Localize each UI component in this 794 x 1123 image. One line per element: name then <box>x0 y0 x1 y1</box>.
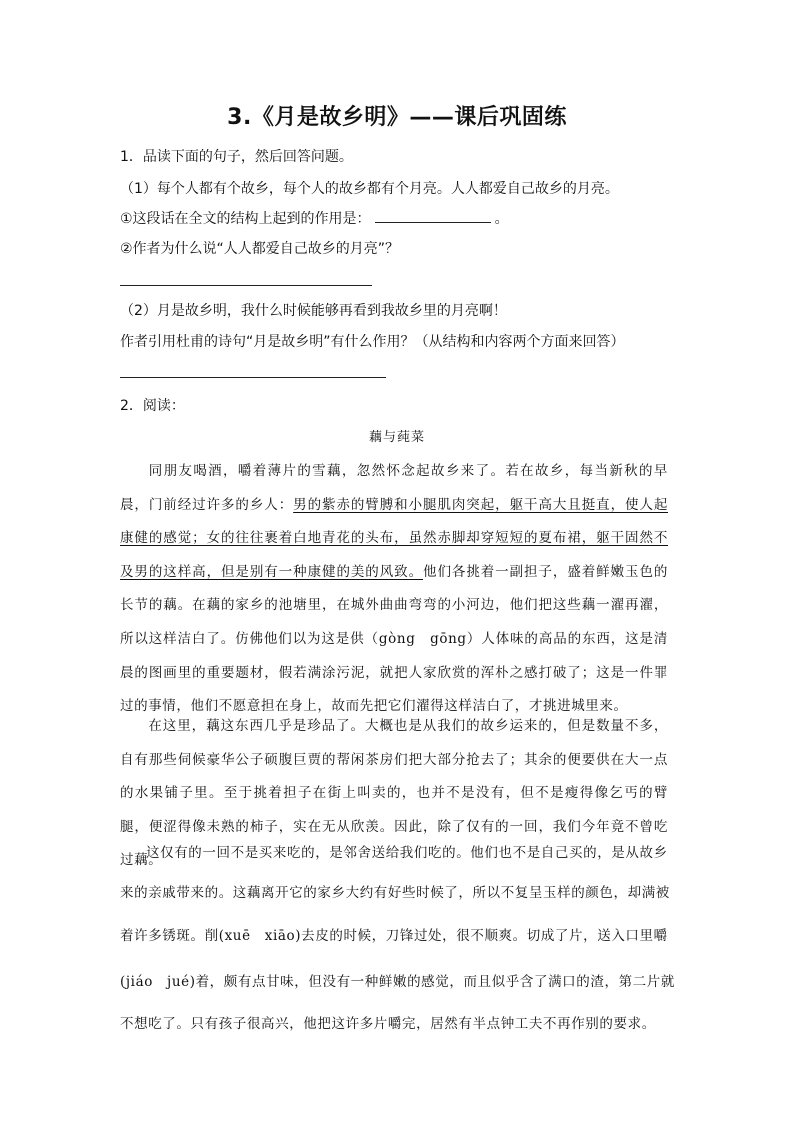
question-1-sub1-sentence: （1）每个人都有个故乡，每个人的故乡都有个月亮。人人都爱自己故乡的月亮。 <box>120 181 619 197</box>
paragraph-3-line: 来的亲戚带来的。这藕离开它的家乡大约有好些时候了，所以不复呈玉样的颜色，却满被 <box>120 885 670 901</box>
article-title: 藕与莼菜 <box>368 430 425 445</box>
question-1-sub2-question: 作者引用杜甫的诗句“月是故乡明”有什么作用？（从结构和内容两个方面来回答） <box>120 334 625 350</box>
paragraph-3-line: (jiáo jué)着，颇有点甘味，但没有一种鲜嫩的感觉，而且似乎含了满口的渣，第二片就 <box>120 974 675 990</box>
paragraph-1-text-b: 他们各挑着一副担子，盛着鲜嫩玉色的长节的藕。在藕的家乡的池塘里，在城外曲曲弯弯的小河边，他们把这些藕一濯再濯，所以这样洁白了。仿佛他们以为这是供（gòng gōng）人体味的高品的东西，这是清晨的图画里的重要题材，假若满涂污泥，就把人家欣赏的浑朴之感打破了；这是一件罪过的事情，他们不愿意担在身上，故而先把它们濯得这样洁白了，才挑进城里来。 <box>120 563 669 715</box>
paragraph-2-text: 在这里，藕这东西几乎是珍品了。大概也是从我们的故乡运来的，但是数量不多，自有那些伺候豪华公子硕腹巨贾的帮闲茶房们把大部分抢去了；其余的便要供在大一点的水果铺子里。至于挑着担子在街上叫卖的，也并不是没有，但不是瘦得像乞丐的臂腿，便涩得像未熟的柿子，实在无从欣羡。因此，除了仅有的一回，我们今年竟不曾吃过藕。 <box>120 718 668 868</box>
question-1-sub2-sentence: （2）月是故乡明，我什么时候能够再看到我故乡里的月亮啊！ <box>120 303 507 319</box>
underlined-passage: 男的紫赤的臂膊和小腿肌肉突起，躯干高大且挺直，使人起康健的感觉；女的往往裹着白地青花的头布，虽然赤脚却穿短短的夏布裙，躯干固然不及男的这样高，但是别有一种康健的美的风致。 <box>120 496 668 580</box>
paragraph-3-line-text: 这仅有的一回不是买来吃的，是邻舍送给我们吃的。他们也不是自己买的，是从故乡 <box>146 845 668 861</box>
paragraph-3-line: 不想吃了。只有孩子很高兴，他把这许多片嚼完，居然有半点钟工夫不再作别的要求。 <box>120 1016 656 1032</box>
question-1-sub1-q2: ②作者为什么说“人人都爱自己故乡的月亮”？ <box>120 241 400 257</box>
article-paragraph-3 <box>120 833 675 1043</box>
paragraph-3-line <box>120 833 668 873</box>
answer-blank[interactable] <box>375 208 491 223</box>
question-1-sub1-q1-text: ①这段话在全文的结构上起到的作用是： <box>120 211 371 227</box>
question-2-intro: 2．阅读： <box>120 398 185 414</box>
paragraph-1-text-a: 同朋友喝酒，嚼着薄片的雪藕，忽然怀念起故乡来了。若在故乡，每当新秋的早晨，门前经过许多的乡人： <box>120 463 668 513</box>
answer-line-1[interactable] <box>120 285 372 286</box>
article-paragraph-1 <box>120 455 668 724</box>
paragraph-3-line: 着许多锈斑。削(xuē xiāo)去皮的时候，刀锋过处，很不顺爽。切成了片，送入口里嚼 <box>120 928 668 944</box>
question-1-intro: 1．品读下面的句子，然后回答问题。 <box>120 149 353 165</box>
question-1-sub1-q1-suffix: 。 <box>494 211 509 227</box>
answer-line-2[interactable] <box>120 377 386 378</box>
question-1-sub1-q1 <box>120 208 509 228</box>
page-title: 3.《月是故乡明》——课后巩固练 <box>227 105 567 130</box>
